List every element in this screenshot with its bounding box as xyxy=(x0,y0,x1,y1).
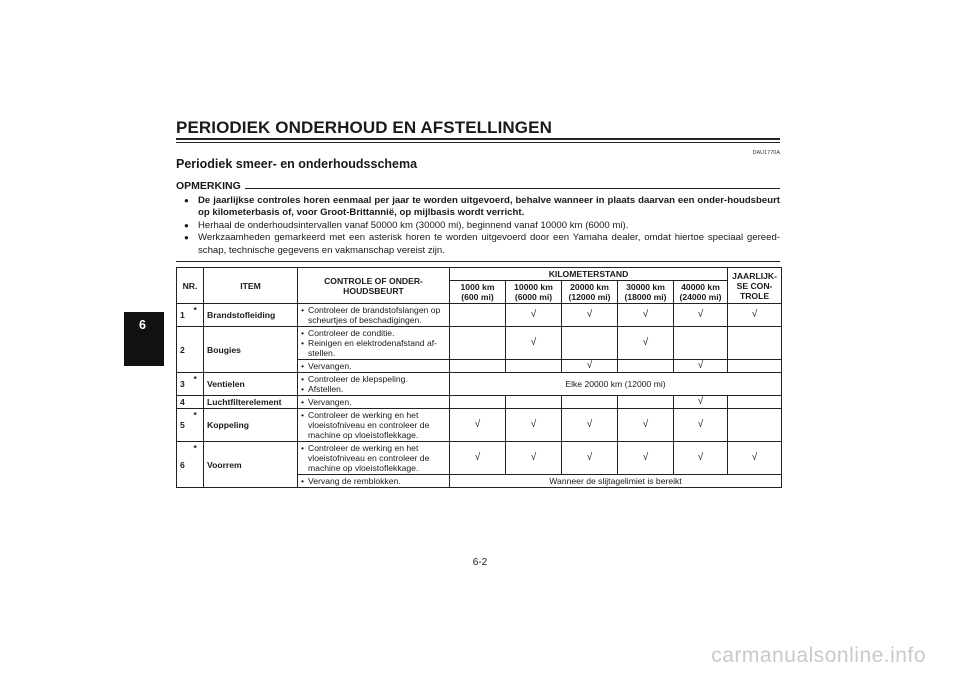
check-cell xyxy=(728,396,782,409)
check-cell: √ xyxy=(562,360,618,373)
row-star: * xyxy=(194,304,204,327)
title-rule-thick xyxy=(176,138,780,140)
header-interval-2: 10000 km (6000 mi) xyxy=(506,281,562,304)
row-star: * xyxy=(194,409,204,442)
check-cell xyxy=(450,360,506,373)
check-cell: √ xyxy=(506,327,562,360)
header-control: CONTROLE OF ONDER-HOUDSBEURT xyxy=(298,268,450,304)
bullet-icon: • xyxy=(301,374,305,384)
row-star xyxy=(194,327,204,373)
page-number: 6-2 xyxy=(472,557,488,568)
note-list xyxy=(176,195,780,258)
check-cell xyxy=(674,327,728,360)
bullet-icon: • xyxy=(301,476,305,486)
row-item: Koppeling xyxy=(204,409,298,442)
table-row xyxy=(177,396,782,409)
doc-code: DAU1770A xyxy=(752,150,780,156)
check-cell xyxy=(562,396,618,409)
check-cell: √ xyxy=(506,304,562,327)
row-item: Ventielen xyxy=(204,373,298,396)
note-end-rule xyxy=(176,261,780,262)
row-item: Bougies xyxy=(204,327,298,373)
page-title: PERIODIEK ONDERHOUD EN AFSTELLINGEN xyxy=(176,118,552,137)
table-row xyxy=(177,327,782,360)
check-cell: √ xyxy=(674,396,728,409)
row-star: * xyxy=(194,373,204,396)
check-cell: √ xyxy=(562,442,618,475)
check-cell: √ xyxy=(674,360,728,373)
row-item: Brandstofleiding xyxy=(204,304,298,327)
row-control: • Controleer de werking en het vloeistofniveau en controleer de machine op vloeistoflekkage. xyxy=(298,442,450,475)
note-item-text: Herhaal de onderhoudsintervallen vanaf 50000 km (30000 mi), beginnend vanaf 10000 km (6000 mi). xyxy=(198,219,629,231)
header-item: ITEM xyxy=(204,268,298,304)
bullet-icon: • xyxy=(301,328,305,338)
check-cell: √ xyxy=(618,327,674,360)
note-box xyxy=(176,180,780,262)
bullet-icon: • xyxy=(301,384,305,394)
bullet-icon: • xyxy=(301,361,305,371)
note-title: OPMERKING xyxy=(176,180,241,192)
row-nr: 2 xyxy=(177,327,194,373)
row-star: * xyxy=(194,442,204,488)
row-control: • Vervangen. xyxy=(298,396,450,409)
watermark: carmanualsonline.info xyxy=(711,644,926,667)
table-row xyxy=(177,373,782,396)
check-cell: √ xyxy=(562,304,618,327)
bullet-icon: ● xyxy=(184,233,189,242)
check-cell: √ xyxy=(562,409,618,442)
chapter-tab: 6 xyxy=(124,312,164,366)
row-nr: 3 xyxy=(177,373,194,396)
bullet-icon: • xyxy=(301,410,305,420)
interval-text: Wanneer de slijtagelimiet is bereikt xyxy=(450,475,782,488)
section-heading: Periodiek smeer- en onderhoudsschema xyxy=(176,157,418,171)
row-control: • Vervangen. xyxy=(298,360,450,373)
check-cell xyxy=(618,396,674,409)
check-cell xyxy=(506,396,562,409)
check-cell: √ xyxy=(728,304,782,327)
row-nr: 4 xyxy=(177,396,194,409)
check-cell: √ xyxy=(618,442,674,475)
check-cell: √ xyxy=(674,304,728,327)
check-cell xyxy=(562,327,618,360)
check-cell xyxy=(728,409,782,442)
note-header xyxy=(176,180,780,193)
header-interval-5: 40000 km (24000 mi) xyxy=(674,281,728,304)
row-control: • Controleer de conditie. • Reinigen en elektrodenafstand af-stellen. xyxy=(298,327,450,360)
bullet-icon: • xyxy=(301,338,305,348)
header-annual: JAARLIJK-SE CON-TROLE xyxy=(728,268,782,304)
header-interval-1: 1000 km (600 mi) xyxy=(450,281,506,304)
check-cell: √ xyxy=(618,409,674,442)
note-item xyxy=(176,232,780,257)
note-item-text: De jaarlijkse controles horen eenmaal per jaar te worden uitgevoerd, behalve wanneer in plaats daarvan een onder-houdsbeurt op kilometerbasis of, voor Groot-Brittannië, op mijlbasis wordt verricht. xyxy=(198,194,780,218)
check-cell xyxy=(506,360,562,373)
check-cell: √ xyxy=(506,442,562,475)
row-control: • Controleer de werking en het vloeistofniveau en controleer de machine op vloeistoflekkage. xyxy=(298,409,450,442)
row-control: • Controleer de brandstofslangen op scheurtjes of beschadigingen. xyxy=(298,304,450,327)
check-cell xyxy=(450,304,506,327)
check-cell: √ xyxy=(450,442,506,475)
row-nr: 5 xyxy=(177,409,194,442)
check-cell xyxy=(728,360,782,373)
note-header-line xyxy=(245,188,780,189)
check-cell: √ xyxy=(450,409,506,442)
header-interval-4: 30000 km (18000 mi) xyxy=(618,281,674,304)
table-header-row xyxy=(177,268,782,281)
row-item: Voorrem xyxy=(204,442,298,488)
check-cell: √ xyxy=(506,409,562,442)
bullet-icon: ● xyxy=(184,195,189,205)
row-control: • Controleer de klepspeling. • Afstellen. xyxy=(298,373,450,396)
check-cell xyxy=(450,327,506,360)
note-item xyxy=(176,220,780,233)
interval-text: Elke 20000 km (12000 mi) xyxy=(450,373,782,396)
maintenance-table xyxy=(176,267,782,488)
check-cell xyxy=(728,327,782,360)
table-row xyxy=(177,442,782,475)
header-interval-3: 20000 km (12000 mi) xyxy=(562,281,618,304)
bullet-icon: ● xyxy=(184,220,189,230)
row-nr: 1 xyxy=(177,304,194,327)
check-cell: √ xyxy=(618,304,674,327)
table-row xyxy=(177,304,782,327)
header-kilometerstand: KILOMETERSTAND xyxy=(450,268,728,281)
row-nr: 6 xyxy=(177,442,194,488)
check-cell: √ xyxy=(674,442,728,475)
check-cell: √ xyxy=(728,442,782,475)
bullet-icon: • xyxy=(301,397,305,407)
check-cell xyxy=(450,396,506,409)
title-rule-thin xyxy=(176,142,780,143)
check-cell xyxy=(618,360,674,373)
bullet-icon: • xyxy=(301,443,305,453)
bullet-icon: • xyxy=(301,305,305,315)
table-row xyxy=(177,409,782,442)
row-control: • Vervang de remblokken. xyxy=(298,475,450,488)
check-cell: √ xyxy=(674,409,728,442)
note-item xyxy=(176,195,780,220)
note-item-text: Werkzaamheden gemarkeerd met een asterisk horen te worden uitgevoerd door een Yamaha dealer, omdat hiertoe speciaal gereed-schap, technische gegevens en vakmanschap vereist zijn. xyxy=(198,232,780,256)
header-nr: NR. xyxy=(177,268,204,304)
row-star xyxy=(194,396,204,409)
row-item: Luchtfilterelement xyxy=(204,396,298,409)
